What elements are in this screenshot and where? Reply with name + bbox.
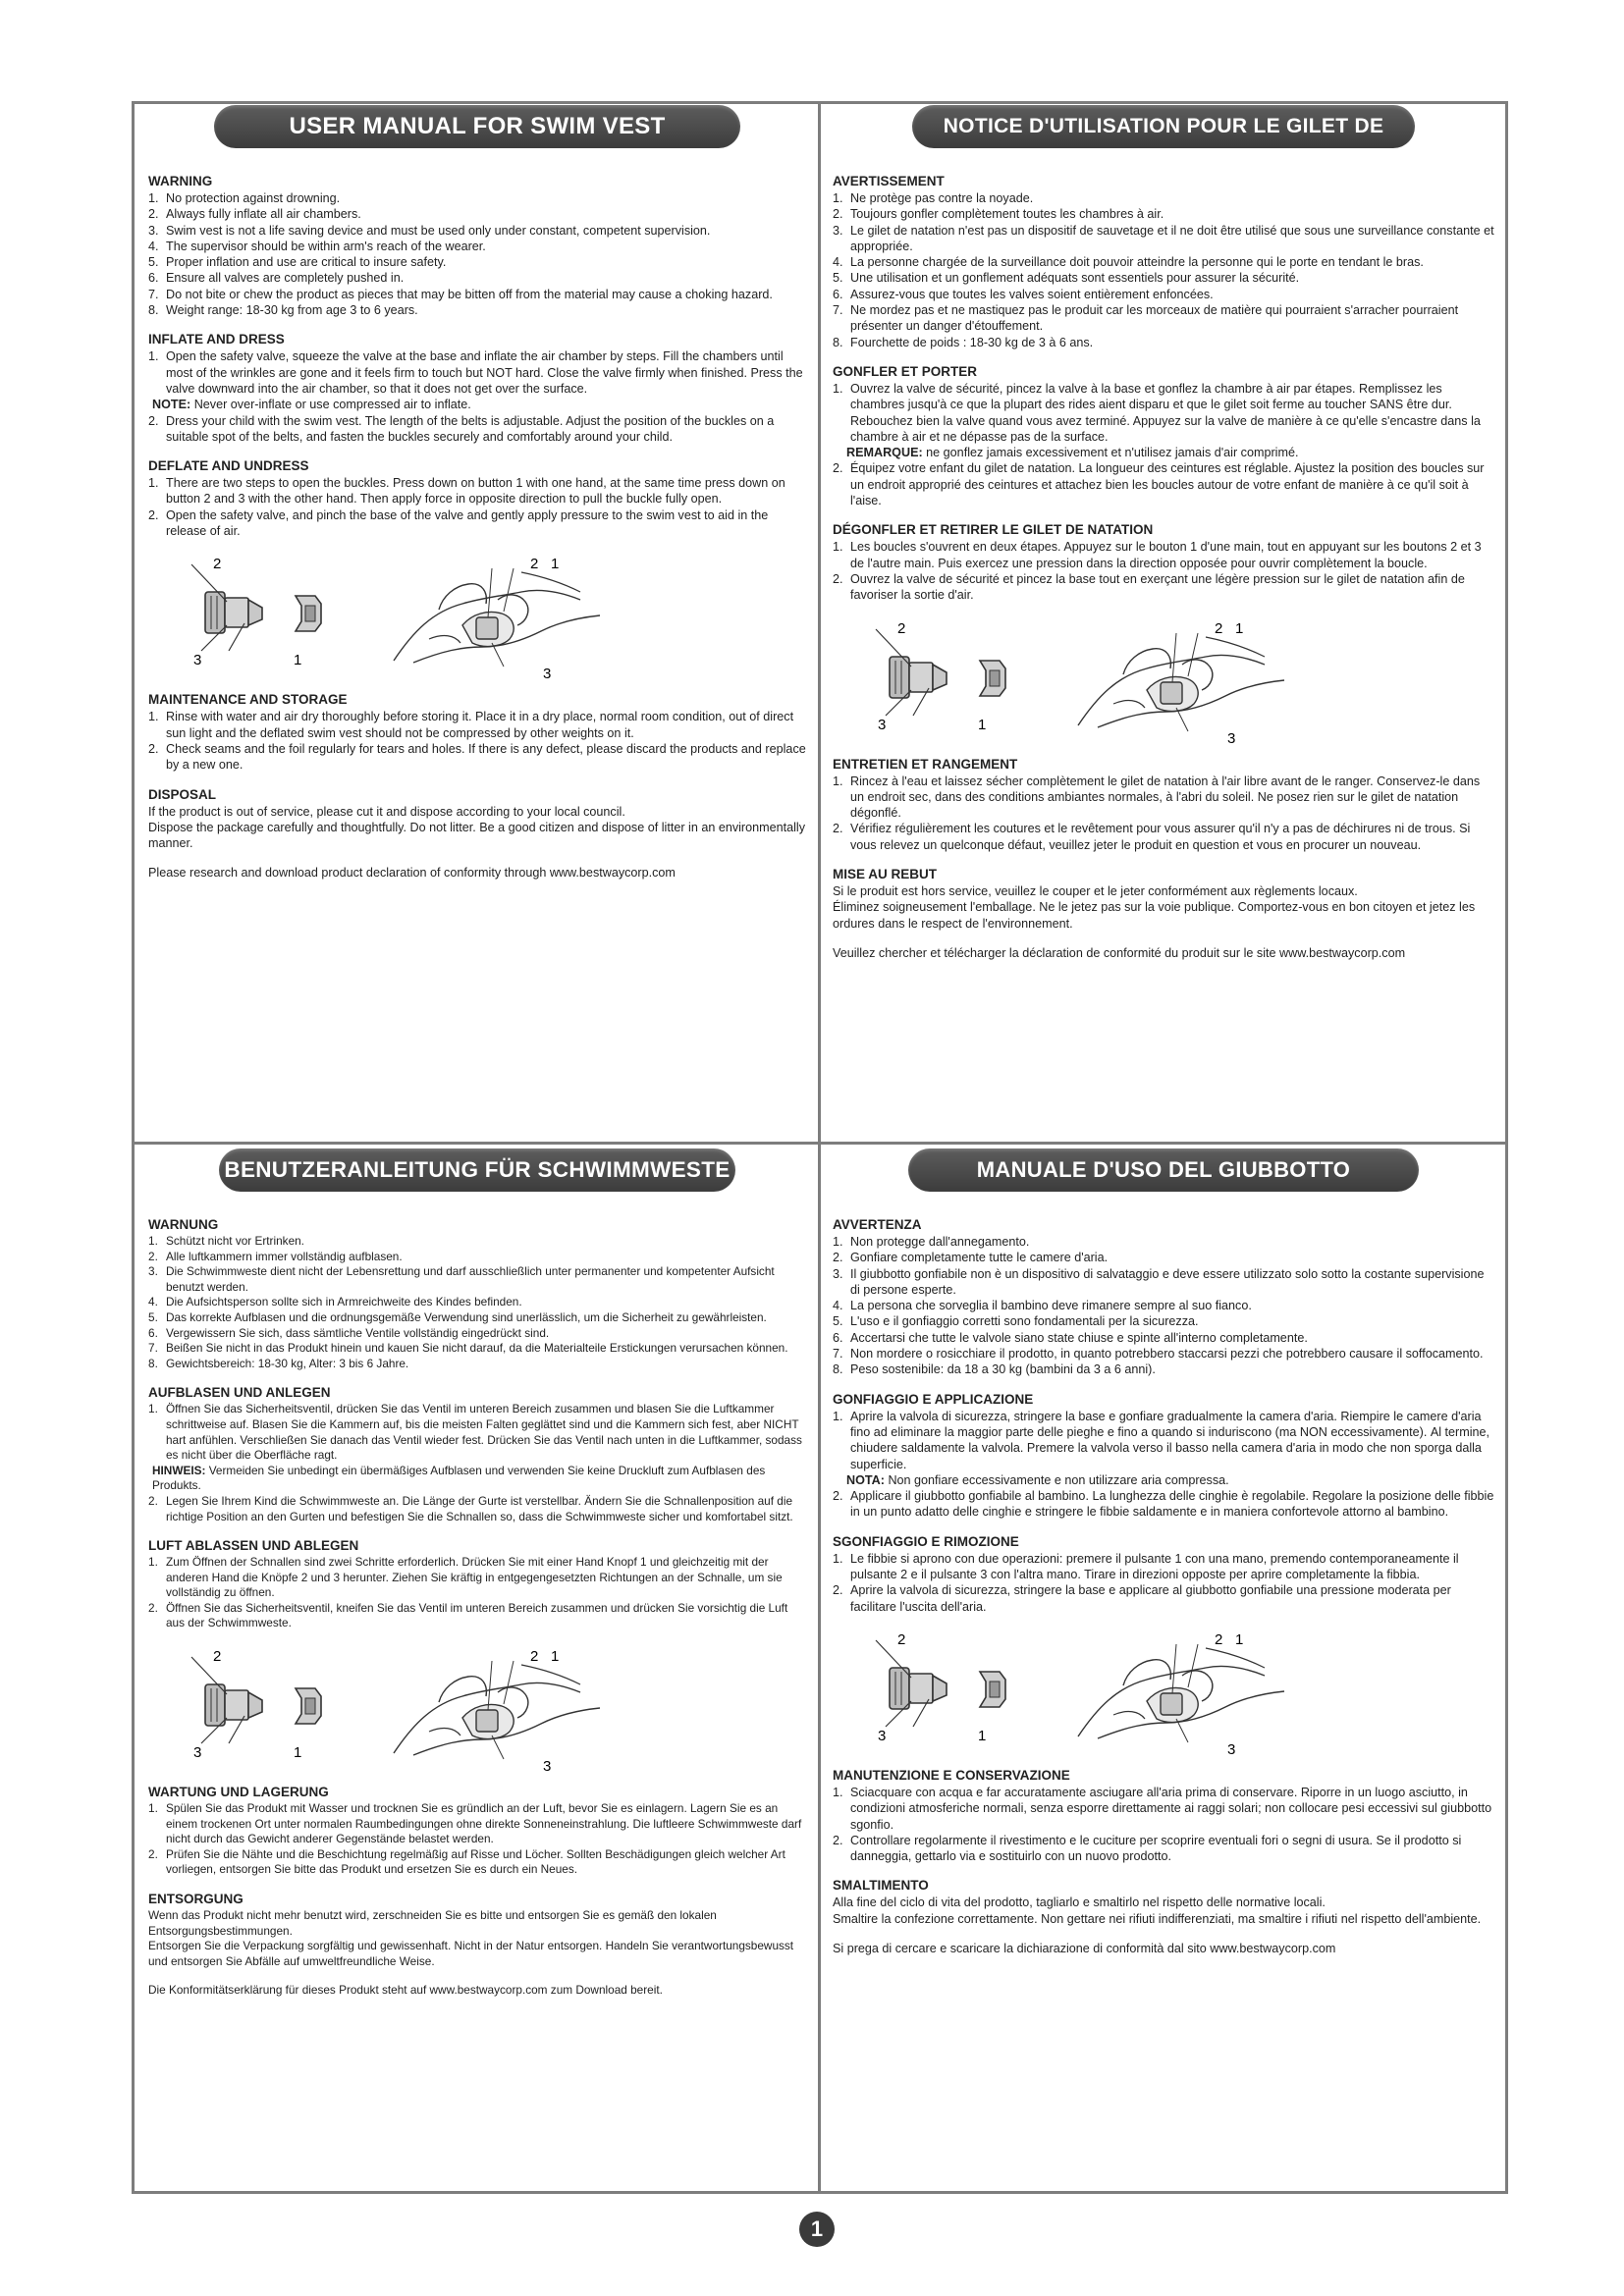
- list-item: There are two steps to open the buckles. Press down on button 1 with one hand, at the same time press down on button 2 and 3 with the other hand. Then apply force in opposite direction to pull the buckle fully open.: [166, 476, 785, 507]
- de-inflate-step-1: Öffnen Sie das Sicherheitsventil, drücken Sie das Ventil im unteren Bereich zusammen und blasen Sie die Luftkammer schrittweise auf. Blasen Sie die Kammern auf, bis die meisten Falten geglättet sind und die Kammern sich fest, aber NICHT hart anfühlen. Verschließen Sie danach das Ventil wieder fest. Drücken Sie das Ventil nach unten in die Luftkammer, sodass es nicht über die Oberfläche ragt.: [166, 1402, 802, 1463]
- de-disposal-heading: ENTSORGUNG: [148, 1892, 244, 1907]
- german-title-banner: BENUTZERANLEITUNG FÜR SCHWIMMWESTE: [219, 1148, 735, 1192]
- de-maintenance-heading: WARTUNG UND LAGERUNG: [148, 1785, 329, 1800]
- list-item: Legen Sie Ihrem Kind die Schwimmweste an. Die Länge der Gurte ist verstellbar. Ändern Sie die Schnallenposition auf die richtige Position an den Gurten und befestigen Sie die Schnallen so, dass die Schwimmweste sicher und komfortabel sitzt.: [166, 1493, 793, 1523]
- section-english: [138, 102, 816, 1141]
- it-inflate-step-1: Aprire la valvola di sicurezza, stringere la base e gonfiare gradualmente la camera d'aria. Riempire le camere d'aria fino ad eliminare la maggior parte delle pieghe e fino a quando si indurisconо (ma NON eccessivamente). Al termine, chiudere saldamente la valvola. Premere la valvola verso il basso nella camera d'aria in modo che non sporga dalla superficie.: [850, 1409, 1490, 1471]
- en-note-label: NOTE:: [152, 398, 191, 412]
- de-conformity-note: Die Konformitätserklärung für dieses Produkt steht auf www.bestwaycorp.com zum Download bereit.: [148, 1983, 663, 1998]
- list-item: Proper inflation and use are critical to insure safety.: [166, 255, 447, 270]
- list-item: Le gilet de natation n'est pas un dispositif de sauvetage et il ne doit être utilisé que sous une surveillance constante et appropriée.: [850, 223, 1494, 253]
- list-item: Ne protège pas contre la noyade.: [850, 191, 1034, 205]
- fr-inflate-heading: GONFLER ET PORTER: [833, 363, 978, 379]
- it-inflate-section: [833, 1392, 1494, 1521]
- en-warning-heading: WARNING: [148, 174, 213, 188]
- list-item: Schützt nicht vor Ertrinken.: [166, 1234, 304, 1248]
- list-item: Toujours gonfler complètement toutes les chambres à air.: [850, 207, 1164, 222]
- list-item: Beißen Sie nicht in das Produkt hinein und kauen Sie nicht darauf, da die Materialteile Erstickungen verursachen können.: [166, 1341, 788, 1356]
- list-item: Non protegge dall'annegamento.: [850, 1235, 1030, 1249]
- it-note-label: NOTA:: [846, 1472, 885, 1487]
- list-item: Prüfen Sie die Nähte und die Beschichtung regelmäßig auf Risse und Löcher. Sollten Beschädigungen gleich welcher Art vorliegen, entsorgen Sie bitte das Produkt und ersetzen Sie es durch ein Neues.: [166, 1846, 785, 1877]
- label-1: 1: [978, 716, 987, 733]
- buckle-illustration: [833, 1629, 1304, 1756]
- it-note-text: Non gonfiare eccessivamente e non utilizzare aria compressa.: [888, 1472, 1229, 1487]
- list-item: Alle luftkammern immer vollständig aufblasen.: [166, 1249, 403, 1263]
- label-1: 1: [294, 1744, 302, 1762]
- list-item: Il giubbotto gonfiabile non è un dispositivo di salvataggio e deve essere utilizzato solo sotto la costante supervisione di persone esperte.: [850, 1266, 1485, 1297]
- en-warning-section: [148, 174, 806, 318]
- label-2: 2: [1215, 619, 1223, 637]
- label-2: 2: [897, 1630, 906, 1648]
- list-item: Check seams and the foil regularly for tears and holes. If there is any defect, please discard the products and replace by a new one.: [166, 741, 806, 773]
- list-item: La personne chargée de la surveillance doit pouvoir atteindre la personne qui le porte en tendant le bras.: [850, 255, 1424, 270]
- list-item: Accertarsi che tutte le valvole siano state chiuse e spinte all'interno completamente.: [850, 1330, 1308, 1345]
- en-inflate-heading: INFLATE AND DRESS: [148, 332, 285, 347]
- fr-deflate-heading: DÉGONFLER ET RETIRER LE GILET DE NATATION: [833, 522, 1154, 538]
- it-disposal-heading: SMALTIMENTO: [833, 1878, 929, 1894]
- label-1: 1: [1235, 619, 1244, 637]
- french-title-banner: NOTICE D'UTILISATION POUR LE GILET DE NATATION: [912, 105, 1415, 148]
- english-title-banner: USER MANUAL FOR SWIM VEST: [214, 105, 740, 148]
- fr-inflate-note: [833, 445, 1494, 460]
- list-item: Zum Öffnen der Schnallen sind zwei Schritte erforderlich. Drücken Sie mit einer Hand Knopf 1 und gleichzeitig mit der anderen Hand die Knöpfe 2 und 3 herunter. Ziehen Sie kräftig in entgegengesetzten Richtungen an der Schnalle, um sie vollständig zu öffnen.: [166, 1555, 783, 1600]
- list-item: Ensure all valves are completely pushed in.: [166, 271, 405, 286]
- buckle-illustration: [148, 1645, 620, 1773]
- buckle-illustration: [148, 553, 620, 680]
- en-inflate-section: [148, 332, 806, 445]
- buckle-illustration: [833, 617, 1304, 745]
- list-item: Assurez-vous que toutes les valves soient entièrement enfoncées.: [850, 287, 1214, 301]
- fr-maintenance-section: [833, 757, 1494, 853]
- label-3: 3: [1227, 1740, 1236, 1756]
- fr-warning-heading: AVERTISSEMENT: [833, 174, 945, 188]
- list-item: L'uso e il gonfiaggio corretti sono fondamentali per la sicurezza.: [850, 1314, 1199, 1329]
- it-conformity-note: Si prega di cercare e scaricare la dichiarazione di conformità dal sito www.bestwaycorp.com: [833, 1942, 1336, 1956]
- en-conformity-note: Please research and download product declaration of conformity through www.bestwaycorp.com: [148, 866, 676, 881]
- list-item: Das korrekte Aufblasen und die ordnungsgemäße Verwendung sind unerlässlich, um die Sicherheit zu gewährleisten.: [166, 1309, 767, 1324]
- list-item: Fourchette de poids : 18-30 kg de 3 à 6 ans.: [850, 335, 1094, 349]
- list-item: Peso sostenibile: da 18 a 30 kg (bambini da 3 a 6 anni).: [850, 1362, 1156, 1377]
- it-inflate-heading: GONFIAGGIO E APPLICAZIONE: [833, 1391, 1034, 1407]
- list-item: Do not bite or chew the product as pieces that may be bitten off from the material may cause a choking hazard.: [166, 287, 773, 301]
- list-item: Rincez à l'eau et laissez sécher complètement le gilet de natation à l'air libre avant de le ranger. Conservez-le dans un endroit sec, dans des conditions ambiantes normales, à l'abri du soleil. Ne posez rien sur le gilet de natation dégonflé.: [850, 774, 1481, 821]
- it-maintenance-section: [833, 1768, 1494, 1864]
- label-2: 2: [530, 1648, 539, 1666]
- list-item: Applicare il giubbotto gonfiabile al bambino. La lunghezza delle cinghie è regolabile. Regolare la posizione delle fibbie in un punto adatto delle cinghie e stringere le fibbie saldamente e in maniera confortevole attorno al bambino.: [850, 1489, 1494, 1520]
- label-1: 1: [978, 1727, 987, 1744]
- de-disposal-section: [148, 1892, 806, 1969]
- label-3: 3: [543, 666, 552, 681]
- label-3: 3: [1227, 729, 1236, 745]
- list-item: Ouvrez la valve de sécurité et pincez la base tout en exerçant une légère pression sur le gilet de natation afin de favoriser la sortie d'air.: [850, 571, 1465, 603]
- list-item: Le fibbie si aprono con due operazioni: premere il pulsante 1 con una mano, premendo contemporaneamente il pulsante 2 e il pulsante 3 con l'altra mano. Tirare in direzioni opposte per aprire completamente la fibbia.: [850, 1551, 1459, 1582]
- en-disposal-line-1: If the product is out of service, please cut it and dispose according to your local council.: [148, 804, 625, 819]
- de-maintenance-section: [148, 1785, 806, 1878]
- list-item: Always fully inflate all air chambers.: [166, 207, 361, 222]
- it-disposal-section: [833, 1878, 1494, 1927]
- it-warning-heading: AVVERTENZA: [833, 1217, 922, 1232]
- italian-title-banner: MANUALE D'USO DEL GIUBBOTTO GONFIABILE: [908, 1148, 1419, 1192]
- list-item: Dress your child with the swim vest. The length of the belts is adjustable. Adjust the position of the buckles on a suitable spot of the belts, and fasten the buckles securely and comfortably around your child.: [166, 413, 775, 444]
- section-italian: [823, 1146, 1504, 2192]
- label-3: 3: [193, 652, 202, 669]
- de-note-label: HINWEIS:: [152, 1463, 206, 1477]
- list-item: Vérifiez régulièrement les coutures et le revêtement pour vous assurer qu'il n'y a pas de déchirures ni de trous. Si vous relevez un quelconque défaut, veuillez jeter le produit en question et vous en procurer un nouveau.: [850, 822, 1471, 852]
- de-deflate-section: [148, 1538, 806, 1631]
- list-item: Rinse with water and air dry thoroughly before storing it. Place it in a dry place, normal room condition, out of direct sun light and the deflated swim vest should not be compressed by other weights on it.: [166, 710, 794, 740]
- fr-note-label: REMARQUE:: [846, 446, 923, 460]
- list-item: [833, 1409, 1494, 1488]
- fr-conformity-note: Veuillez chercher et télécharger la déclaration de conformité du produit sur le site www.bestwaycorp.com: [833, 945, 1406, 960]
- label-1: 1: [551, 556, 560, 573]
- label-2: 2: [530, 556, 539, 573]
- label-1: 1: [551, 1648, 560, 1666]
- fr-disposal-heading: MISE AU REBUT: [833, 867, 938, 882]
- fr-inflate-step-1: Ouvrez la valve de sécurité, pincez la valve à la base et gonflez la chambre à air par étapes. Remplissez les chambres jusqu'à ce que la plupart des rides aient disparu et que le gilet soit ferme au toucher SANS être dur. Rebouchez bien la valve quand vous avez terminé. Appuyez sur la valve de manière à ce qu'elle s'encastre dans la chambre à air et ne dépasse pas de la surface.: [850, 381, 1481, 444]
- en-maintenance-section: [148, 692, 806, 773]
- list-item: [148, 348, 806, 412]
- label-3: 3: [878, 1727, 887, 1744]
- list-item: No protection against drowning.: [166, 191, 341, 205]
- list-item: Controllare regolarmente il rivestimento e le cuciture per scoprire eventuali fori o segni di usura. Se il prodotto si danneggia, gettarlo via e sostituirlo con un nuovo prodotto.: [850, 1833, 1462, 1864]
- label-3: 3: [193, 1744, 202, 1762]
- list-item: Ne mordez pas et ne mastiquez pas le produit car les morceaux de matière qui pourraient s'arracher pourraient présenter un danger d'étouffement.: [850, 303, 1459, 334]
- de-inflate-note: [148, 1464, 806, 1494]
- de-disposal-line-1: Wenn das Produkt nicht mehr benutzt wird, zerschneiden Sie es bitte und entsorgen Sie es gemäß den lokalen Entsorgungsbestimmungen.: [148, 1908, 717, 1938]
- page-number-badge: 1: [799, 2212, 835, 2247]
- section-french: [823, 102, 1504, 1141]
- en-inflate-step-1: Open the safety valve, squeeze the valve at the base and inflate the air chamber by steps. Fill the chambers until most of the wrinkles are gone and it feels firm to touch but NOT hard. Close the valve firmly when finished. Press the valve downward into the air chamber, so that it does not get over the surface.: [166, 349, 803, 396]
- it-warning-section: [833, 1217, 1494, 1378]
- de-warning-heading: WARNUNG: [148, 1217, 219, 1232]
- de-warning-section: [148, 1217, 806, 1371]
- fr-disposal-line-2: Éliminez soigneusement l'emballage. Ne le jetez pas sur la voie publique. Comportez-vous en bon citoyen et jetez les ordures dans le respect de l'environnement.: [833, 900, 1476, 931]
- en-note-text: Never over-inflate or use compressed air to inflate.: [193, 398, 471, 412]
- de-note-text: Vermeiden Sie unbedingt ein übermäßiges Aufblasen und verwenden Sie keine Druckluft zum Aufblasen des Produkts.: [152, 1463, 766, 1493]
- de-inflate-heading: AUFBLASEN UND ANLEGEN: [148, 1385, 331, 1401]
- list-item: [833, 381, 1494, 460]
- en-disposal-heading: DISPOSAL: [148, 786, 217, 802]
- list-item: Öffnen Sie das Sicherheitsventil, kneifen Sie das Ventil im unteren Bereich zusammen und drücken Sie vorsichtig die Luft aus der Schwimmweste.: [166, 1600, 788, 1630]
- list-item: Vergewissern Sie sich, dass sämtliche Ventile vollständig eingedrückt sind.: [166, 1325, 550, 1340]
- it-disposal-line-2: Smaltire la confezione correttamente. Non gettare nei rifiuti indifferenziati, ma smaltire i rifiuti nel rispetto dell'ambiente.: [833, 1911, 1482, 1926]
- label-1: 1: [1235, 1630, 1244, 1648]
- label-2: 2: [213, 556, 222, 573]
- en-inflate-note: [148, 397, 806, 412]
- fr-disposal-line-1: Si le produit est hors service, veuillez le couper et le jeter conformément aux règlements locaux.: [833, 884, 1358, 899]
- section-german: [138, 1146, 816, 2192]
- list-item: Gewichtsbereich: 18-30 kg, Alter: 3 bis 6 Jahre.: [166, 1356, 409, 1370]
- de-disposal-line-2: Entsorgen Sie die Verpackung sorgfältig und gewissenhaft. Nicht in der Natur entsorgen. Handeln Sie verantwortungsbewusst und entsorgen Sie Abfälle auf umweltfreundliche Weise.: [148, 1939, 794, 1968]
- fr-note-text: ne gonflez jamais excessivement et n'utilisez jamais d'air comprimé.: [926, 446, 1299, 460]
- list-item: Les boucles s'ouvrent en deux étapes. Appuyez sur le bouton 1 d'une main, tout en appuyant sur les boutons 2 et 3 de l'autre main. Puis exercez une pression dans la direction opposée pour ouvrir complètement la boucle.: [850, 540, 1482, 570]
- row-divider: [132, 1142, 1508, 1145]
- list-item: Équipez votre enfant du gilet de natation. La longueur des ceintures est réglable. Ajustez la position des boucles sur un endroit approprié des ceintures et attachez bien les boucles autour de votre enfant de manière à ce qu'il soit à l'aise.: [850, 461, 1485, 508]
- list-item: Open the safety valve, and pinch the base of the valve and gently apply pressure to the swim vest to aid in the release of air.: [166, 507, 769, 539]
- column-divider: [818, 101, 821, 2194]
- fr-disposal-section: [833, 867, 1494, 932]
- label-3: 3: [878, 716, 887, 733]
- label-2: 2: [1215, 1630, 1223, 1648]
- label-2: 2: [897, 619, 906, 637]
- list-item: Weight range: 18-30 kg from age 3 to 6 years.: [166, 303, 418, 318]
- en-disposal-section: [148, 787, 806, 852]
- de-inflate-section: [148, 1385, 806, 1524]
- fr-warning-section: [833, 174, 1494, 350]
- en-deflate-heading: DEFLATE AND UNDRESS: [148, 458, 309, 474]
- en-disposal-line-2: Dispose the package carefully and thoughtfully. Do not litter. Be a good citizen and dispose of litter in an environmentally manner.: [148, 820, 806, 851]
- list-item: Aprire la valvola di sicurezza, stringere la base e applicare al giubbotto gonfiabile una pressione moderata per facilitare l'uscita dell'aria.: [850, 1583, 1451, 1614]
- list-item: Die Schwimmweste dient nicht der Lebensrettung und darf ausschließlich unter permanenter und kompetenter Aufsicht benutzt werden.: [166, 1264, 775, 1294]
- fr-inflate-section: [833, 364, 1494, 508]
- fr-deflate-section: [833, 522, 1494, 603]
- list-item: Swim vest is not a life saving device and must be used only under constant, competent supervision.: [166, 223, 711, 238]
- list-item: Sciacquare con acqua e far accuratamente asciugare all'aria prima di conservare. Riporre in un luogo asciutto, in condizioni atmosferiche normali, senza esporre direttamente ai raggi solari; non collocare pesi eccessivi sul giubbotto sgonfio.: [850, 1785, 1492, 1832]
- en-deflate-section: [148, 458, 806, 539]
- list-item: Gonfiare completamente tutte le camere d'aria.: [850, 1251, 1109, 1265]
- list-item: [148, 1402, 806, 1494]
- it-maintenance-heading: MANUTENZIONE E CONSERVAZIONE: [833, 1767, 1070, 1783]
- label-1: 1: [294, 652, 302, 669]
- de-deflate-heading: LUFT ABLASSEN UND ABLEGEN: [148, 1538, 359, 1554]
- list-item: La persona che sorveglia il bambino deve rimanere sempre al suo fianco.: [850, 1299, 1252, 1313]
- list-item: Spülen Sie das Produkt mit Wasser und trocknen Sie es gründlich an der Luft, bevor Sie es einlagern. Lagern Sie es an einem trockenen Ort unter normalen Raumbedingungen ohne direkte Sonneneinstrahlung. Die luftleere Schwimmweste darf nicht durch das Gewicht anderer Gegenstände belastet werden.: [166, 1801, 802, 1846]
- it-deflate-heading: SGONFIAGGIO E RIMOZIONE: [833, 1533, 1019, 1549]
- list-item: Die Aufsichtsperson sollte sich in Armreichweite des Kindes befinden.: [166, 1295, 522, 1309]
- label-2: 2: [213, 1648, 222, 1666]
- fr-maintenance-heading: ENTRETIEN ET RANGEMENT: [833, 756, 1018, 772]
- list-item: The supervisor should be within arm's reach of the wearer.: [166, 239, 486, 253]
- en-maintenance-heading: MAINTENANCE AND STORAGE: [148, 692, 348, 708]
- list-item: Non mordere o rosicchiare il prodotto, in quanto potrebbero staccarsi pezzi che potrebbero causare il soffocamento.: [850, 1347, 1484, 1362]
- it-deflate-section: [833, 1534, 1494, 1615]
- it-disposal-line-1: Alla fine del ciclo di vita del prodotto, tagliarlo e smaltirlo nel rispetto delle normative locali.: [833, 1896, 1326, 1910]
- it-inflate-note: [833, 1472, 1494, 1488]
- list-item: Une utilisation et un gonflement adéquats sont essentiels pour assurer la sécurité.: [850, 271, 1300, 286]
- label-3: 3: [543, 1758, 552, 1774]
